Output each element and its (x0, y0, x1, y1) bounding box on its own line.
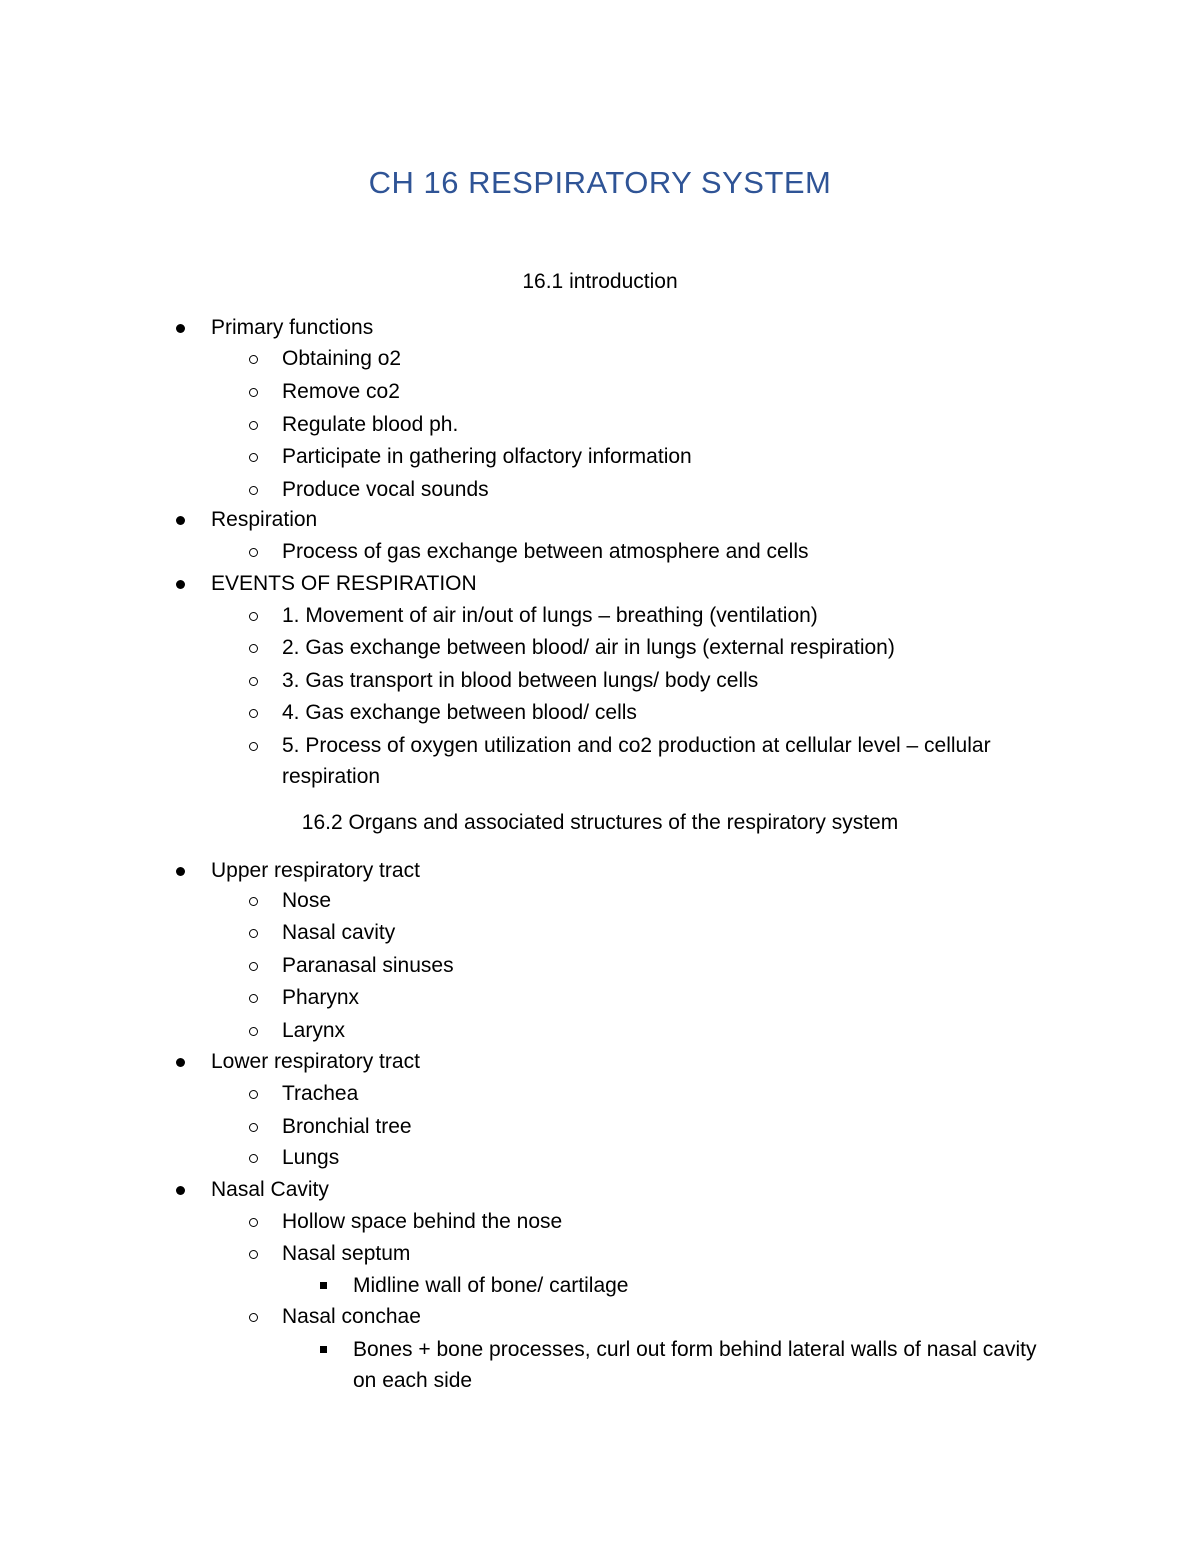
bullet-ring-icon (249, 453, 258, 462)
sub-list-item: Nasal conchae (282, 1305, 421, 1328)
bullet-ring-icon (249, 388, 258, 397)
sub-list-item: Paranasal sinuses (282, 954, 454, 977)
sub-list-item: 5. Process of oxygen utilization and co2 production at cellular level – cellular (282, 734, 991, 757)
sub-list-item: 4. Gas exchange between blood/ cells (282, 701, 637, 724)
bullet-square-icon (320, 1346, 327, 1353)
sub-list-item: Nose (282, 889, 332, 912)
bullet-dot-icon (176, 867, 185, 876)
bullet-ring-icon (249, 929, 258, 938)
sub-list-item: Process of gas exchange between atmosphere and cells (282, 540, 809, 563)
sub-list-item: Hollow space behind the nose (282, 1210, 563, 1233)
sub-list-item-continuation: respiration (282, 765, 381, 788)
sub-list-item: Produce vocal sounds (282, 478, 489, 501)
bullet-ring-icon (249, 677, 258, 686)
bullet-ring-icon (249, 994, 258, 1003)
bullet-ring-icon (249, 1250, 258, 1259)
sub-list-item: Remove co2 (282, 380, 400, 403)
bullet-ring-icon (249, 1090, 258, 1099)
bullet-ring-icon (249, 1218, 258, 1227)
bullet-dot-icon (176, 516, 185, 525)
bullet-ring-icon (249, 421, 258, 430)
sub-list-item: Pharynx (282, 986, 360, 1009)
section-heading-16-1: 16.1 introduction (522, 270, 678, 293)
sub-list-item: Bronchial tree (282, 1115, 412, 1138)
sub-list-item: 2. Gas exchange between blood/ air in lungs (external respiration) (282, 636, 895, 659)
bullet-dot-icon (176, 324, 185, 333)
bullet-square-icon (320, 1282, 327, 1289)
bullet-ring-icon (249, 548, 258, 557)
bullet-ring-icon (249, 644, 258, 653)
sub-list-item: Larynx (282, 1019, 346, 1042)
sub-sub-list-item-continuation: on each side (353, 1369, 473, 1392)
sub-list-item: Nasal cavity (282, 921, 396, 944)
list-item: EVENTS OF RESPIRATION (211, 572, 477, 595)
list-item: Lower respiratory tract (211, 1050, 420, 1073)
bullet-ring-icon (249, 897, 258, 906)
bullet-ring-icon (249, 1154, 258, 1163)
list-item: Nasal Cavity (211, 1178, 329, 1201)
bullet-ring-icon (249, 1123, 258, 1132)
bullet-ring-icon (249, 742, 258, 751)
bullet-dot-icon (176, 1186, 185, 1195)
bullet-ring-icon (249, 709, 258, 718)
sub-list-item: 3. Gas transport in blood between lungs/ body cells (282, 669, 759, 692)
sub-list-item: Trachea (282, 1082, 359, 1105)
bullet-ring-icon (249, 962, 258, 971)
sub-list-item: Nasal septum (282, 1242, 411, 1265)
list-item: Primary functions (211, 316, 374, 339)
sub-list-item: Lungs (282, 1146, 340, 1169)
bullet-ring-icon (249, 1027, 258, 1036)
bullet-dot-icon (176, 580, 185, 589)
document-title: CH 16 RESPIRATORY SYSTEM (368, 165, 832, 200)
sub-sub-list-item: Midline wall of bone/ cartilage (353, 1274, 629, 1297)
bullet-ring-icon (249, 486, 258, 495)
list-item: Respiration (211, 508, 318, 531)
sub-sub-list-item: Bones + bone processes, curl out form behind lateral walls of nasal cavity (353, 1338, 1037, 1361)
bullet-dot-icon (176, 1058, 185, 1067)
sub-list-item: Regulate blood ph. (282, 413, 459, 436)
bullet-ring-icon (249, 612, 258, 621)
sub-list-item: Participate in gathering olfactory information (282, 445, 692, 468)
sub-list-item: Obtaining o2 (282, 347, 402, 370)
list-item: Upper respiratory tract (211, 859, 420, 882)
bullet-ring-icon (249, 355, 258, 364)
bullet-ring-icon (249, 1313, 258, 1322)
section-heading-16-2: 16.2 Organs and associated structures of the respiratory system (301, 811, 899, 834)
sub-list-item: 1. Movement of air in/out of lungs – breathing (ventilation) (282, 604, 818, 627)
